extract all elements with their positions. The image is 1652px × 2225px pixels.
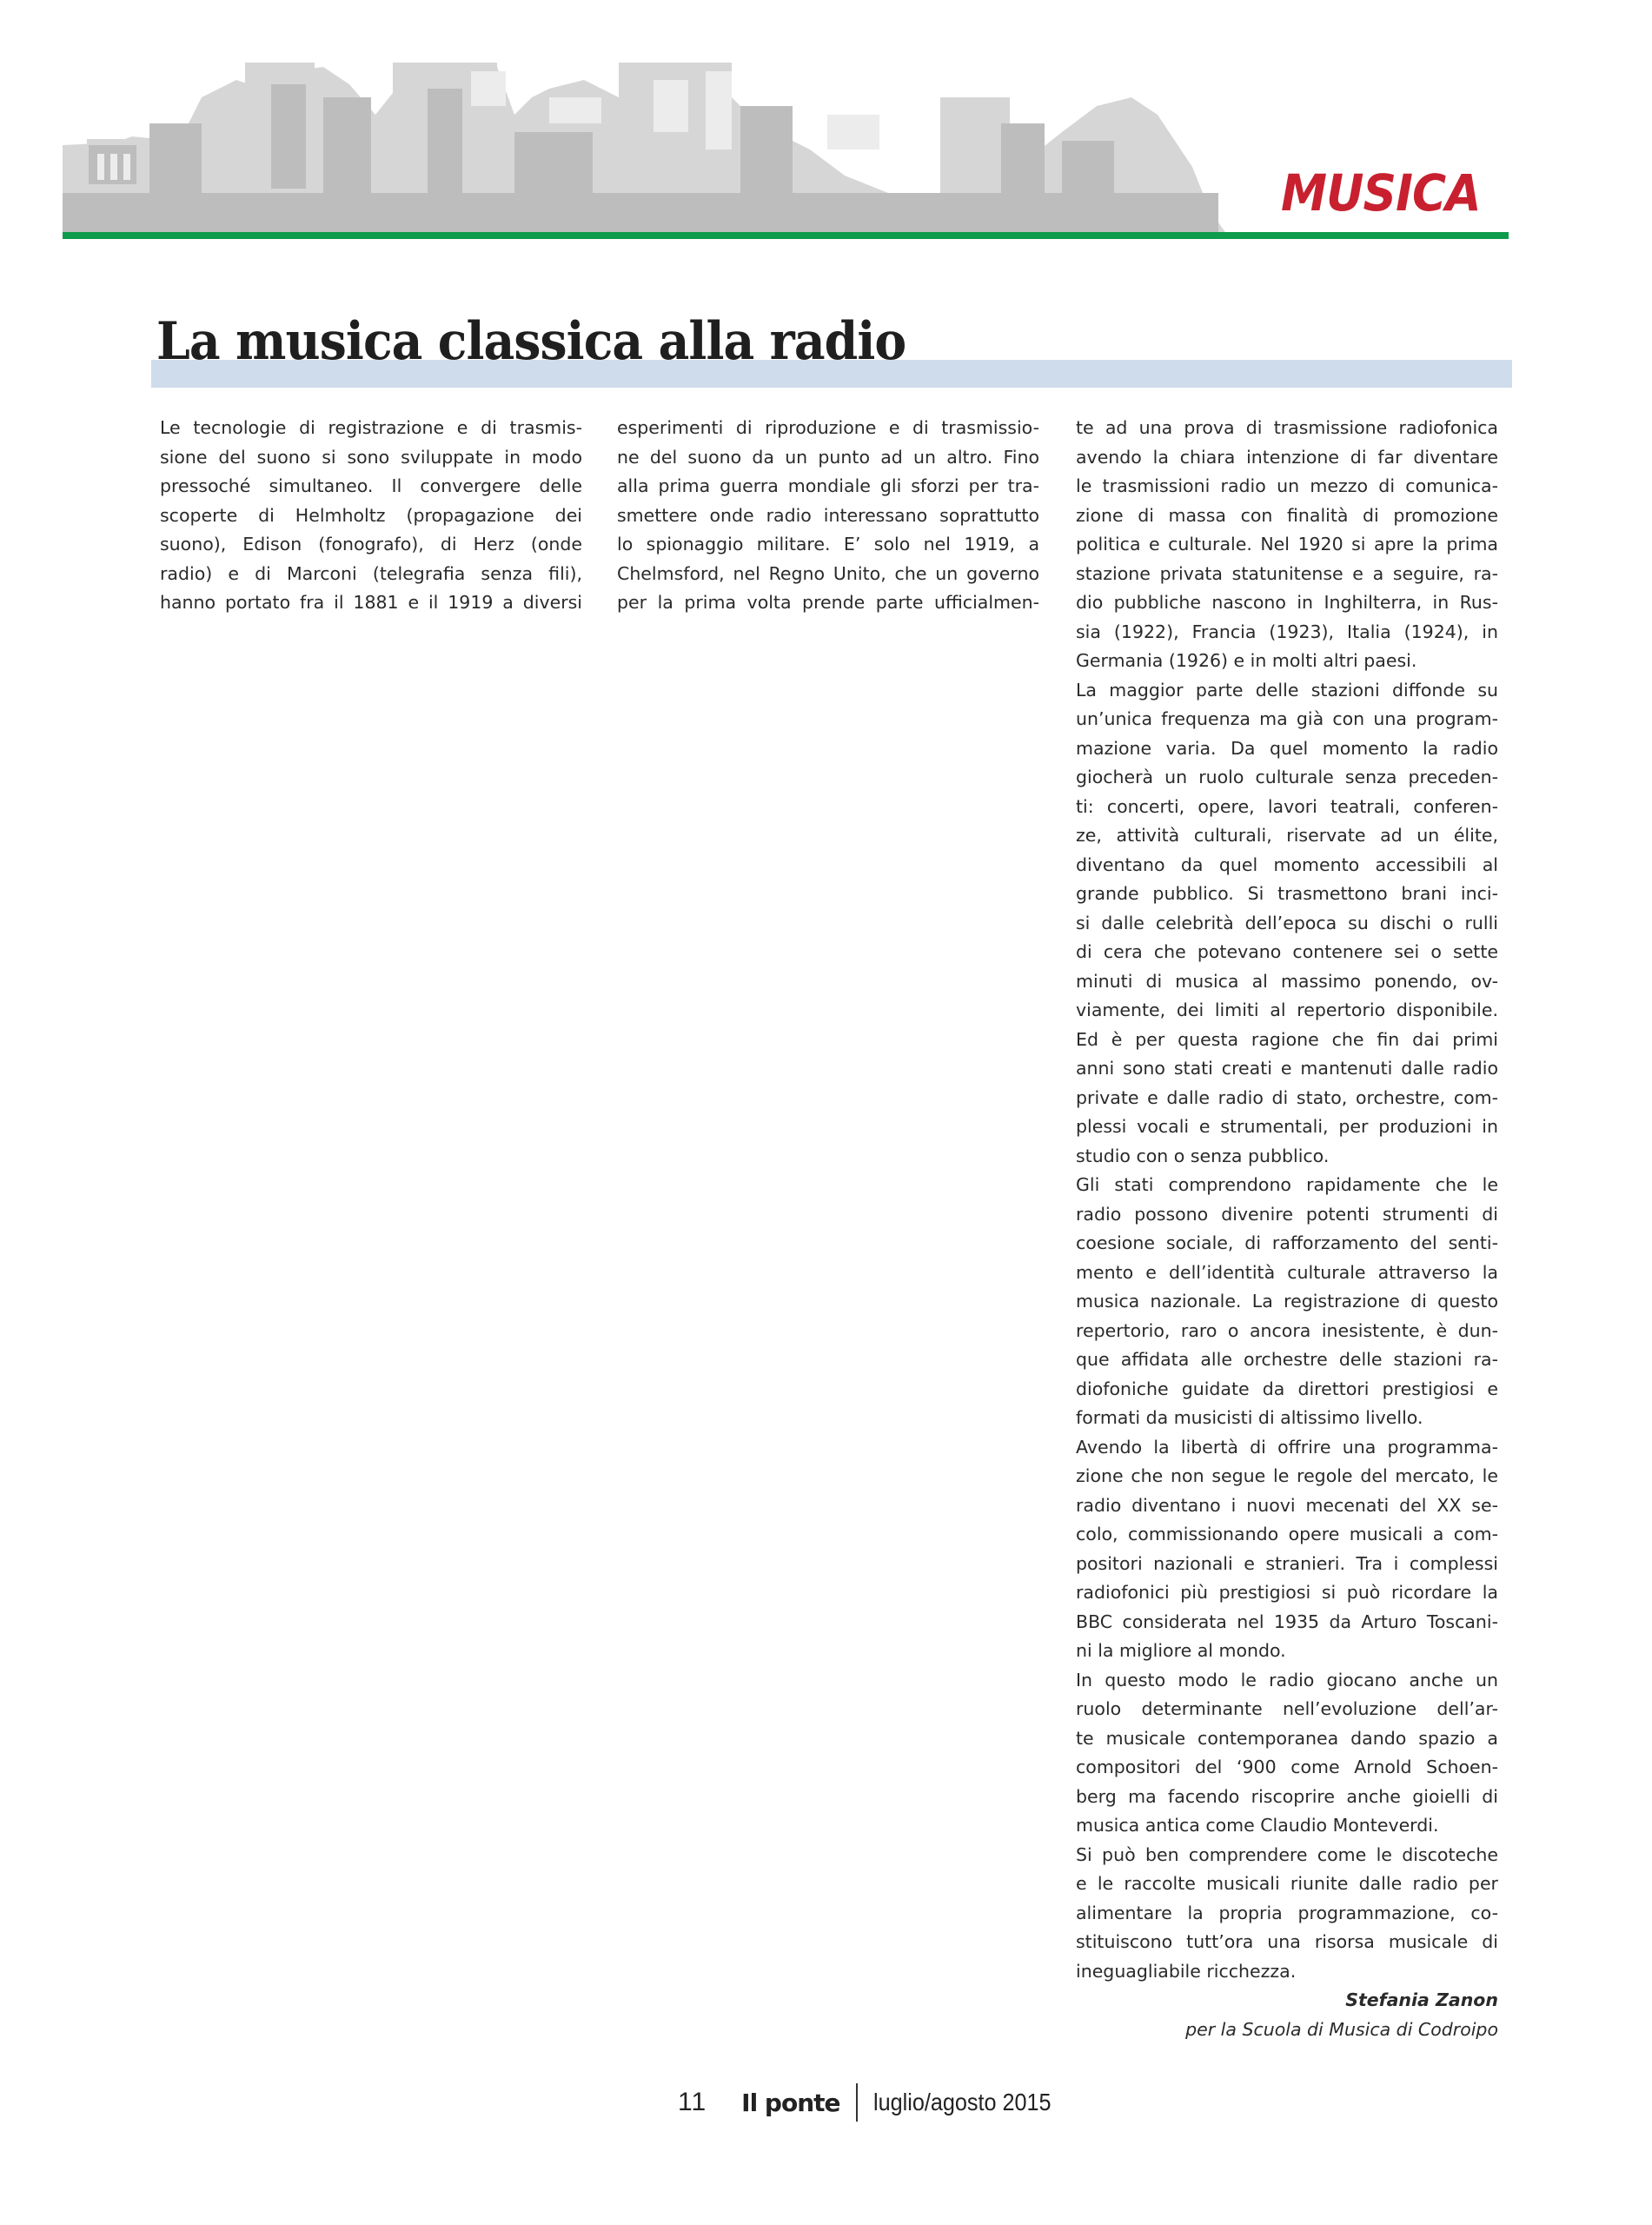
text-line: lo spionaggio militare. E’ solo nel 1919, a	[617, 534, 1039, 555]
text-line: In questo modo le radio giocano anche un	[1076, 1669, 1498, 1690]
author-name: Stefania Zanon	[1345, 1989, 1498, 2010]
text-line: compositori del ‘900 come Arnold Schoen-	[1076, 1757, 1498, 1777]
text-line: radiofonici più prestigiosi si può ricordare la	[1076, 1582, 1498, 1603]
text-line: radio possono divenire potenti strumenti di	[1076, 1203, 1498, 1225]
text-line: zione che non segue le regole del mercato, le	[1076, 1465, 1498, 1486]
text-line: alimentare la propria programmazione, co-	[1076, 1902, 1498, 1923]
header-banner	[63, 63, 1509, 235]
text-line: avendo la chiara intenzione di far diventare	[1076, 446, 1498, 468]
text-line: Ed è per questa ragione che fin dai primi	[1076, 1028, 1498, 1050]
page-footer	[678, 2081, 1071, 2124]
text-line: musica nazionale. La registrazione di questo	[1076, 1291, 1498, 1312]
author-affiliation: per la Scuola di Musica di Codroipo	[1185, 2018, 1498, 2040]
text-line: hanno portato fra il 1881 e il 1919 a diversi	[160, 592, 582, 613]
text-line: Avendo la libertà di offrire una programma-	[1076, 1436, 1498, 1458]
text-line: minuti di musica al massimo ponendo, ov-	[1076, 970, 1498, 992]
text-line: esperimenti di riproduzione e di trasmissio-	[617, 417, 1039, 438]
text-line: le trasmissioni radio un mezzo di comunica-	[1076, 475, 1498, 496]
text-line: Si può ben comprendere come le discoteche	[1076, 1843, 1498, 1865]
text-line: per la prima volta prende parte ufficialmen-	[617, 592, 1039, 613]
text-line: smettere onde radio interessano soprattutto	[617, 504, 1039, 526]
text-line: positori nazionali e stranieri. Tra i complessi	[1076, 1552, 1498, 1574]
text-line: Germania (1926) e in molti altri paesi.	[1076, 650, 1417, 671]
article-title: La musica classica alla radio	[156, 311, 906, 372]
text-line: ti: concerti, opere, lavori teatrali, conferen-	[1076, 795, 1498, 817]
text-line: La maggior parte delle stazioni diffonde su	[1076, 679, 1498, 701]
text-line: que affidata alle orchestre delle stazioni ra-	[1076, 1349, 1498, 1370]
text-line: radio diventano i nuovi mecenati del XX se-	[1076, 1494, 1498, 1516]
header-rule	[63, 232, 1509, 239]
text-line: e le raccolte musicali riunite dalle radio per	[1076, 1873, 1498, 1894]
text-line: zione di massa con finalità di promozione	[1076, 504, 1498, 526]
text-line: sia (1922), Francia (1923), Italia (1924), in	[1076, 621, 1498, 642]
text-line: berg ma facendo riscoprire anche gioielli di	[1076, 1785, 1498, 1807]
text-line: anni sono stati creati e mantenuti dalle radio	[1076, 1058, 1498, 1079]
text-line: radio) e di Marconi (telegrafia senza fili),	[160, 562, 582, 584]
text-line: diofoniche guidate da direttori prestigiosi e	[1076, 1378, 1498, 1399]
text-line: formati da musicisti di altissimo livello.	[1076, 1407, 1423, 1428]
publication-logo: Il ponte	[741, 2088, 840, 2117]
text-line: ruolo determinante nell’evoluzione dell’ar-	[1076, 1698, 1498, 1719]
text-line: Le tecnologie di registrazione e di trasmis-	[160, 417, 582, 438]
text-line: sione del suono si sono sviluppate in modo	[160, 446, 582, 468]
text-line: colo, commissionando opere musicali a com-	[1076, 1524, 1498, 1544]
text-line: ineguagliabile ricchezza.	[1076, 1960, 1297, 1982]
article-column-1	[160, 414, 582, 618]
text-line: grande pubblico. Si trasmettono brani inci-	[1076, 883, 1498, 904]
text-line: giocherà un ruolo culturale senza preceden-	[1076, 767, 1498, 787]
text-line: coesione sociale, di rafforzamento del senti-	[1076, 1232, 1498, 1253]
text-line: suono), Edison (fonografo), di Herz (onde	[160, 534, 582, 555]
article-column-3	[1076, 414, 1498, 2044]
text-line: BBC considerata nel 1935 da Arturo Toscani-	[1076, 1611, 1498, 1632]
issue-date: luglio/agosto 2015	[872, 2089, 1052, 2115]
text-line: dio pubbliche nascono in Inghilterra, in Rus-	[1076, 592, 1498, 613]
text-line: di cera che potevano contenere sei o sette	[1076, 941, 1498, 962]
text-line: stituiscono tutt’ora una risorsa musicale di	[1076, 1931, 1498, 1952]
text-line: Chelmsford, nel Regno Unito, che un governo	[617, 562, 1039, 584]
text-line: ne del suono da un punto ad un altro. Fino	[617, 446, 1039, 468]
text-line: diventano da quel momento accessibili al	[1076, 853, 1498, 875]
text-line: politica e culturale. Nel 1920 si apre la prima	[1076, 534, 1498, 555]
text-line: stazione privata statunitense e a seguire, ra-	[1076, 562, 1498, 584]
text-line: ze, attività culturali, riservate ad un élite,	[1076, 825, 1498, 846]
text-line: ni la migliore al mondo.	[1076, 1640, 1286, 1661]
text-line: studio con o senza pubblico.	[1076, 1145, 1330, 1166]
text-line: alla prima guerra mondiale gli sforzi per tra-	[617, 475, 1039, 496]
text-line: un’unica frequenza ma già con una program-	[1076, 708, 1498, 729]
text-line: Gli stati comprendono rapidamente che le	[1076, 1174, 1498, 1195]
text-line: repertorio, raro o ancora inesistente, è dun-	[1076, 1319, 1498, 1341]
text-line: te ad una prova di trasmissione radiofonica	[1076, 417, 1498, 438]
text-line: mazione varia. Da quel momento la radio	[1076, 737, 1498, 759]
article-column-2	[617, 414, 1039, 618]
text-line: pressoché simultaneo. Il convergere delle	[160, 475, 582, 496]
text-line: musica antica come Claudio Monteverdi.	[1076, 1815, 1439, 1836]
page-number: 11	[678, 2088, 707, 2116]
text-line: te musicale contemporanea dando spazio a	[1076, 1727, 1498, 1749]
text-line: scoperte di Helmholtz (propagazione dei	[160, 504, 582, 526]
text-line: mento e dell’identità culturale attraverso la	[1076, 1261, 1498, 1283]
text-line: si dalle celebrità dell’epoca su dischi o rulli	[1076, 912, 1498, 933]
text-line: viamente, dei limiti al repertorio disponibile.	[1076, 1000, 1498, 1020]
section-label: MUSICA	[1281, 163, 1481, 222]
footer-divider	[856, 2083, 858, 2122]
text-line: private e dalle radio di stato, orchestre, com-	[1076, 1086, 1498, 1108]
text-line: plessi vocali e strumentali, per produzioni in	[1076, 1116, 1498, 1137]
